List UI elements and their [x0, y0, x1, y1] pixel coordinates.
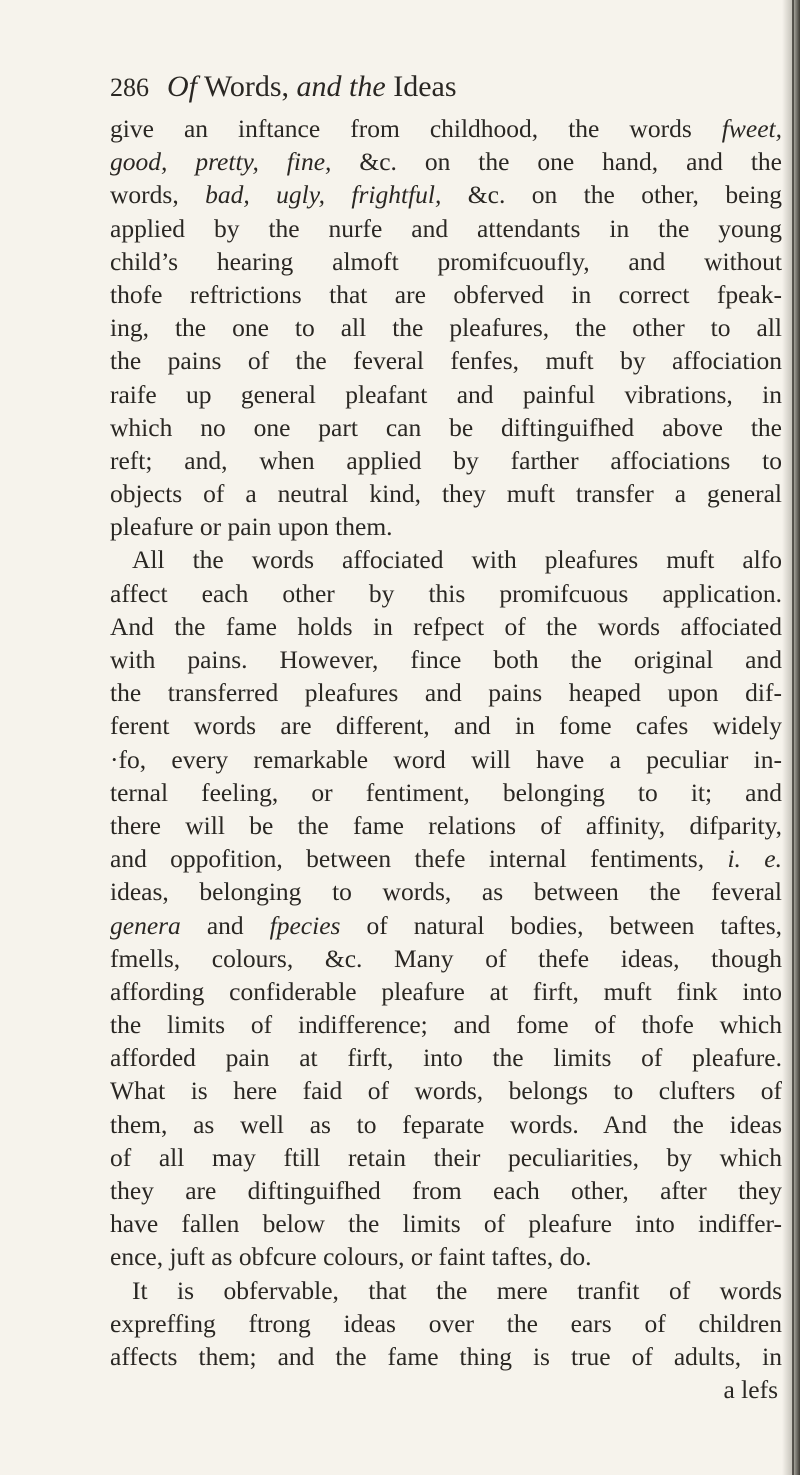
text-segment: the pains of the feveral fenfes, muft by affociation	[110, 346, 782, 376]
text-line	[110, 1207, 782, 1240]
text-line	[110, 743, 782, 776]
page-edge-line	[792, 0, 794, 1475]
text-line	[110, 311, 782, 344]
text-segment: ing, the one to all the pleafures, the other to all	[110, 313, 782, 343]
text-segment: ternal feeling, or fentiment, belonging to it; and	[110, 777, 782, 807]
page-number: 286	[110, 73, 149, 102]
text-line	[110, 1240, 782, 1273]
text-segment: the limits of indifference; and fome of thofe which	[110, 1010, 782, 1040]
italic-text: ugly,	[276, 180, 326, 210]
text-segment: expreffing ftrong ideas over the ears of children	[110, 1308, 782, 1338]
text-segment: a lefs	[723, 1375, 778, 1405]
text-segment: child’s hearing almoft promifcuoufly, and without	[110, 246, 782, 276]
text-segment: ·fo, every remarkable word will have a peculiar in-	[110, 744, 782, 774]
text-line	[110, 411, 782, 444]
text-segment: words,	[110, 180, 206, 210]
text-line	[110, 112, 782, 145]
italic-text: bad,	[205, 180, 250, 210]
italic-text: i. e.	[727, 844, 782, 874]
text-segment	[259, 147, 287, 176]
text-segment: of natural bodies, between taftes,	[340, 910, 782, 940]
text-line	[110, 1008, 782, 1041]
text-line	[110, 1274, 782, 1307]
italic-text: pretty,	[195, 147, 259, 177]
text-line	[110, 1307, 782, 1340]
italic-text: good,	[110, 147, 168, 177]
text-line	[110, 378, 782, 411]
text-segment: them, as well as to feparate words. And the ideas	[110, 1109, 782, 1139]
text-segment: which no one part can be diftinguifhed above the	[110, 412, 782, 442]
text-segment: ence, juft as obfcure colours, or faint taftes, do.	[110, 1242, 592, 1272]
text-segment: pleafure or pain upon them.	[110, 512, 393, 542]
text-line	[110, 577, 782, 610]
text-segment: &c. on the other, being	[441, 180, 782, 210]
text-line	[110, 842, 782, 875]
text-line	[110, 145, 782, 178]
running-head-title-italic-1: Of	[167, 70, 197, 103]
text-segment: affects them; and the fame thing is true of adults, in	[110, 1341, 782, 1371]
text-segment: applied by the nurfe and attendants in the young	[110, 213, 782, 243]
text-line	[110, 212, 782, 245]
text-segment: objects of a neutral kind, they muft transfer a general	[110, 479, 782, 509]
text-segment: raife up general pleafant and painful vibrations, in	[110, 379, 782, 409]
text-line	[110, 1041, 782, 1074]
text-segment	[325, 180, 351, 209]
text-line	[110, 975, 782, 1008]
running-head-title-roman-2: Ideas	[385, 70, 457, 103]
italic-text: fine,	[286, 147, 332, 177]
text-segment: and	[180, 910, 270, 940]
italic-text: frightful,	[351, 180, 442, 210]
text-segment: and oppofition, between thefe internal fentiments,	[110, 844, 728, 874]
text-line	[110, 1141, 782, 1174]
text-segment: All the words affociated with pleafures muft alfo	[132, 545, 782, 575]
text-line	[110, 776, 782, 809]
text-segment: thofe reftrictions that are obferved in correct fpeak-	[110, 279, 782, 309]
text-segment: with pains. However, fince both the original and	[110, 645, 782, 674]
text-line	[110, 510, 782, 543]
text-line	[110, 1174, 782, 1207]
text-line	[110, 543, 782, 576]
text-segment: And the fame holds in refpect of the words affociated	[110, 611, 782, 641]
text-line	[110, 643, 782, 676]
text-line	[110, 676, 782, 709]
text-segment: ideas, belonging to words, as between the feveral	[110, 877, 782, 907]
text-line	[110, 1108, 782, 1141]
text-line	[110, 178, 782, 211]
text-segment: there will be the fame relations of affinity, difparity,	[110, 810, 782, 840]
italic-text: genera	[110, 910, 181, 940]
text-segment: give an inftance from childhood, the words	[110, 114, 722, 143]
text-segment: &c. on the one hand, and the	[331, 147, 782, 177]
text-line	[110, 245, 782, 278]
text-segment: the transferred pleafures and pains heaped upon dif-	[110, 678, 782, 708]
text-segment: affect each other by this promifcuous application.	[110, 578, 782, 608]
text-line	[110, 909, 782, 942]
italic-text: fweet,	[721, 114, 782, 143]
text-line	[110, 610, 782, 643]
italic-text: fpecies	[269, 910, 341, 940]
text-segment	[250, 180, 276, 209]
running-head-title-italic-2: and the	[296, 70, 386, 103]
text-segment: What is here faid of words, belongs to clufters of	[110, 1076, 782, 1106]
body-text	[110, 112, 782, 1406]
text-line	[110, 1340, 782, 1373]
text-line	[110, 809, 782, 842]
catchword-line	[110, 1373, 782, 1406]
text-line	[110, 278, 782, 311]
text-segment	[167, 147, 195, 176]
text-segment: affording confiderable pleafure at firft, muft fink into	[110, 976, 782, 1006]
text-segment: fmells, colours, &c. Many of thefe ideas, though	[110, 943, 782, 973]
running-head-title-roman-1: Words,	[197, 70, 297, 103]
text-line	[110, 709, 782, 742]
text-segment: It is obfervable, that the mere tranfit of words	[132, 1275, 782, 1305]
text-segment: have fallen below the limits of pleafure into indiffer-	[110, 1209, 782, 1239]
text-line	[110, 1074, 782, 1107]
text-line	[110, 444, 782, 477]
text-line	[110, 942, 782, 975]
text-segment: reft; and, when applied by farther affociations to	[110, 445, 782, 475]
text-line	[110, 344, 782, 377]
text-line	[110, 477, 782, 510]
text-segment: afforded pain at firft, into the limits of pleafure.	[110, 1043, 782, 1073]
running-head	[110, 70, 760, 105]
text-segment: they are diftinguifhed from each other, after they	[110, 1176, 782, 1205]
text-segment: ferent words are different, and in fome cafes widely	[110, 711, 782, 741]
text-segment: of all may ftill retain their peculiarities, by which	[110, 1142, 782, 1172]
text-line	[110, 875, 782, 908]
page-edge-shadow	[782, 0, 800, 1475]
